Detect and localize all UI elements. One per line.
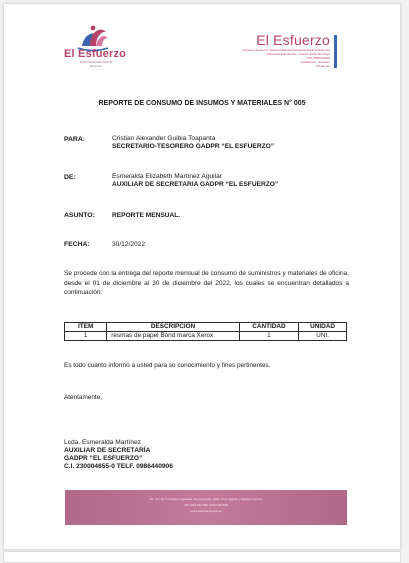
fecha-value: 30/12/2022	[112, 241, 146, 248]
body-paragraph: Se procede con la entrega del reporte mensual de consumo de suministros y materiales de oficina, desde el 01 de diciembre al 30 de diciembre del 2022, los cuales se encuentran detallados a continuación:	[64, 270, 349, 297]
para-role: SECRETARIO-TESORERO GADPR “EL ESFUERZO”	[112, 143, 275, 151]
next-page-edge	[3, 551, 401, 563]
header-cantidad: CANTIDAD	[239, 323, 298, 332]
logo-subtext: GAD Parroquial Rural El Esfuerzo	[79, 60, 113, 68]
footer-website: www.elesfuerzo.gob.ec	[190, 509, 222, 513]
cell-descripcion: resmas de papel Bond marca Xerox	[107, 332, 240, 341]
items-table	[64, 322, 347, 341]
header-title: El Esfuerzo	[256, 32, 330, 48]
para-value	[112, 135, 274, 152]
closing-text: Es todo cuanto informo a usted para su conocimiento y fines pertinentes.	[64, 362, 271, 369]
cell-item: 1	[65, 332, 107, 341]
report-title: REPORTE DE CONSUMO DE INSUMOS Y MATERIALES N° 005	[98, 100, 306, 107]
asunto-label: ASUNTO:	[64, 212, 95, 219]
header-accent-bar	[334, 35, 337, 68]
para-label: PARA:	[64, 136, 86, 143]
de-label: DE:	[64, 174, 76, 181]
signature-block	[64, 439, 173, 471]
de-value	[112, 173, 278, 190]
table-header-row	[65, 323, 347, 332]
header-unidad: UNIDAD	[299, 323, 347, 332]
header-info: Gobierno Autónomo Descentralizado Parroquial Rural El Esfuerzo Parroquia El Esfuerzo - Cantón Santo Domingo Telf: 0986440906 El Esfuerzo - Ecuador Presidente	[242, 48, 330, 68]
signature-org: GADPR “EL ESFUERZO”	[64, 455, 143, 462]
footer-band	[65, 490, 347, 525]
signature-name: Lcda. Esmeralda Martínez	[64, 439, 141, 446]
cell-cantidad: 1	[239, 332, 298, 341]
fecha-label: FECHA:	[64, 241, 90, 248]
logo-text: El Esfuerzo	[64, 48, 127, 60]
footer-phone: Telf: 023 040 052 / 023 040 366	[184, 503, 228, 507]
cell-unidad: UNI.	[299, 332, 347, 341]
para-name: Cristian Alexander Guibia Toapanta	[112, 135, 216, 142]
table-row	[65, 332, 347, 341]
signature-contact: C.I. 230004655-0 TELF. 0986440906	[64, 463, 173, 470]
salutation: Atentamente,	[64, 394, 103, 401]
document-page	[3, 3, 401, 550]
signature-role: AUXILIAR DE SECRETARÍA	[64, 447, 151, 454]
header-descripcion: DESCRIPCIÓN	[107, 323, 240, 332]
footer-address: Dir: Km 19 ½ margen izquierdo Vía Quevedo, calle 13 de Agosto y Manuel Carrión	[149, 497, 263, 501]
de-name: Esmeralda Elizabeth Martínez Aguilar	[112, 173, 222, 180]
de-role: AUXILIAR DE SECRETARIA GADPR “EL ESFUERZO”	[112, 181, 279, 189]
header-item: ITEM	[65, 323, 107, 332]
asunto-value: REPORTE MENSUAL.	[112, 212, 181, 219]
